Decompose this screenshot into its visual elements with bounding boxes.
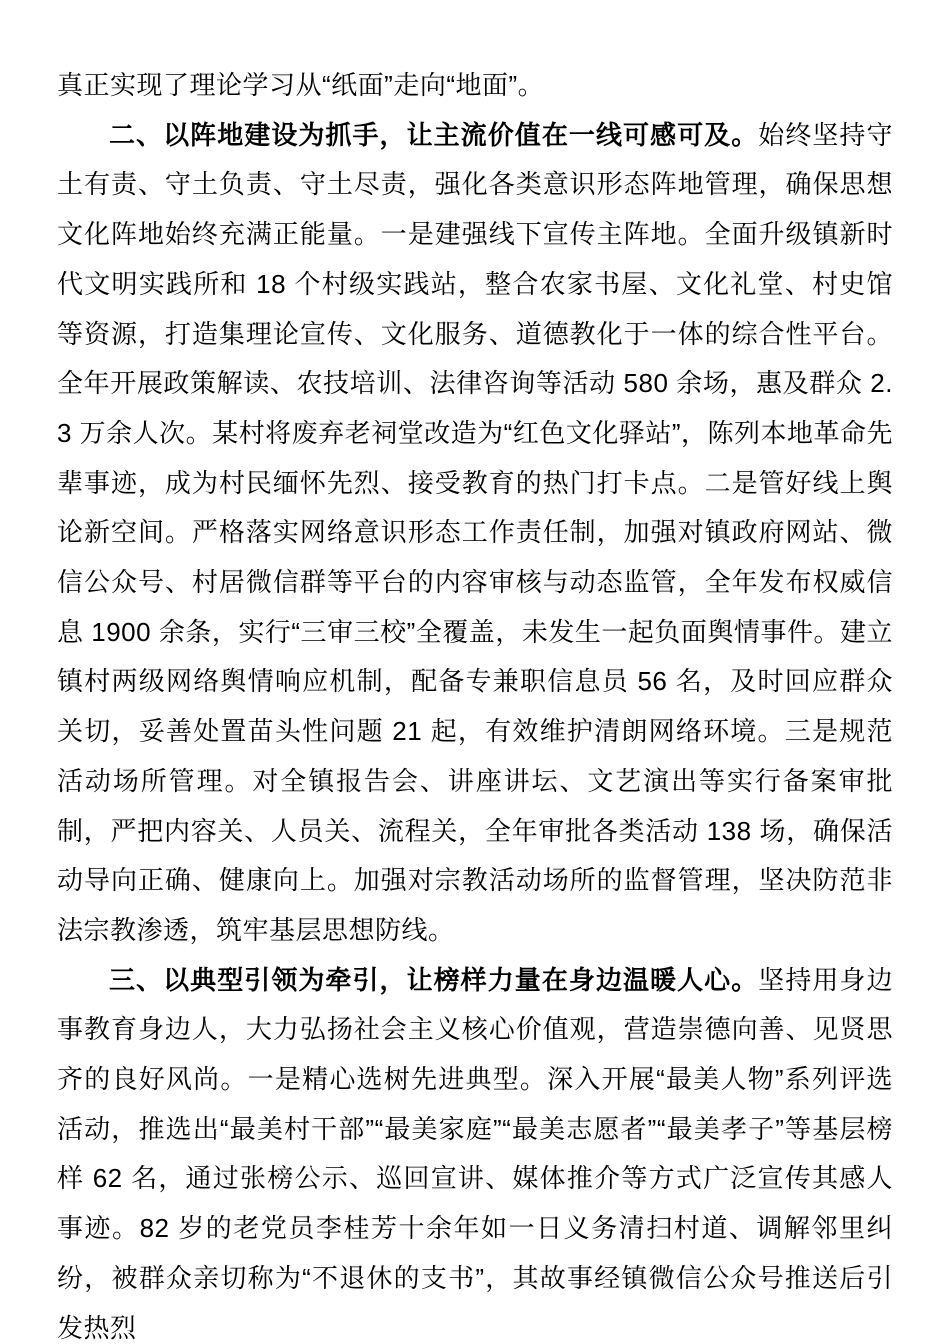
paragraph bbox=[57, 61, 893, 111]
body-text-run: 始终坚持守土有责、守土负责、守土尽责，强化各类意识形态阵地管理，确保思想文化阵地始终充满正能量。一是建强线下宣传主阵地。全面升级镇新时代文明实践所和 18 个村级实践站，整合农家书屋、文化礼堂、村史馆等资源，打造集理论宣传、文化服务、道德教化于一体的综合性平台。全年开展政策解读、农技培训、法律咨询等活动 580 余场，惠及群众 2.3 万余人次。某村将废弃老祠堂改造为“红色文化驿站”，陈列本地革命先辈事迹，成为村民缅怀先烈、接受教育的热门打卡点。二是管好线上舆论新空间。严格落实网络意识形态工作责任制，加强对镇政府网站、微信公众号、村居微信群等平台的内容审核与动态监管，全年发布权威信息 1900 余条，实行“三审三校”全覆盖，未发生一起负面舆情事件。建立镇村两级网络舆情响应机制，配备专兼职信息员 56 名，及时回应群众关切，妥善处置苗头性问题 21 起，有效维护清朗网络环境。三是规范活动场所管理。对全镇报告会、讲座讲坛、文艺演出等实行备案审批制，严把内容关、人员关、流程关，全年审批各类活动 138 场，确保活动导向正确、健康向上。加强对宗教活动场所的监督管理，坚决防范非法宗教渗透，筑牢基层思想防线。 bbox=[57, 119, 894, 945]
document-body bbox=[57, 61, 893, 1344]
body-text-run: 坚持用身边事教育身边人，大力弘扬社会主义核心价值观，营造崇德向善、见贤思齐的良好风尚。一是精心选树先进典型。深入开展“最美人物”系列评选活动，推选出“最美村干部”“最美家庭”“最美志愿者”“最美孝子”等基层榜样 62 名，通过张榜公示、巡回宣讲、媒体推介等方式广泛宣传其感人事迹。82 岁的老党员李桂芳十余年如一日义务清扫村道、调解邻里纠纷，被群众亲切称为“不退休的支书”，其故事经镇微信公众号推送后引发热烈 bbox=[57, 964, 893, 1343]
body-text-run: 真正实现了理论学习从“纸面”走向“地面”。 bbox=[57, 70, 545, 100]
section-heading-run: 二、以阵地建设为抓手，让主流价值在一线可感可及。 bbox=[109, 119, 759, 150]
paragraph bbox=[57, 956, 893, 1344]
paragraph bbox=[57, 111, 893, 956]
section-heading-run: 三、以典型引领为牵引，让榜样力量在身边温暖人心。 bbox=[109, 964, 759, 995]
